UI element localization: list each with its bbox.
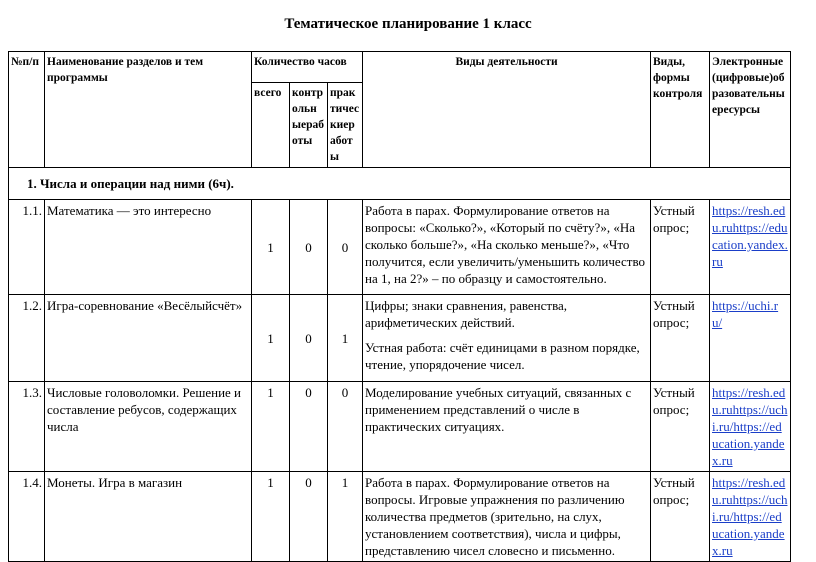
row-control: 0 xyxy=(290,382,328,472)
row-resource xyxy=(710,200,791,295)
row-name: Игра-соревнование «Весёлыйсчёт» xyxy=(45,295,252,382)
header-hours: Количество часов xyxy=(252,52,363,83)
row-name: Монеты. Игра в магазин xyxy=(45,472,252,562)
header-control-works: контрольныеработы xyxy=(290,83,328,168)
header-control-forms: Виды, формы контроля xyxy=(651,52,710,168)
header-practical-works: практическиеработы xyxy=(328,83,363,168)
header-row xyxy=(9,52,791,83)
row-practical: 1 xyxy=(328,472,363,562)
header-activities: Виды деятельности xyxy=(363,52,651,168)
page-title: Тематическое планирование 1 класс xyxy=(284,16,532,32)
row-resource xyxy=(710,472,791,562)
header-num: №п/п xyxy=(9,52,45,168)
row-num: 1.2. xyxy=(9,295,45,382)
header-resources: Электронные(цифровые)образовательныересурсы xyxy=(710,52,791,168)
row-form: Устный опрос; xyxy=(651,200,710,295)
row-total: 1 xyxy=(252,295,290,382)
table-row xyxy=(9,295,791,382)
row-name: Числовые головоломки. Решение и составление ребусов, содержащих числа xyxy=(45,382,252,472)
row-form: Устный опрос; xyxy=(651,472,710,562)
row-activity-text-2: Устная работа: счёт единицами в разном порядке, чтение, упорядочение чисел. xyxy=(365,340,640,372)
row-resource xyxy=(710,295,791,382)
row-total: 1 xyxy=(252,472,290,562)
resource-link[interactable]: https://uchi.ru/ xyxy=(712,298,779,330)
row-num: 1.4. xyxy=(9,472,45,562)
row-practical: 0 xyxy=(328,200,363,295)
resource-link[interactable]: https://resh.edu.ruhttps://uchi.ru/https://education.yandex.ru xyxy=(712,385,788,468)
header-name: Наименование разделов и тем программы xyxy=(45,52,252,168)
row-num: 1.3. xyxy=(9,382,45,472)
row-name: Математика — это интересно xyxy=(45,200,252,295)
section-row xyxy=(9,168,791,200)
row-activity: Моделирование учебных ситуаций, связанных с применением представлений о числе в практических ситуациях. xyxy=(363,382,651,472)
table-row xyxy=(9,472,791,562)
row-activity-text: Цифры; знаки сравнения, равенства, арифметических действий. xyxy=(365,298,568,330)
table-row xyxy=(9,200,791,295)
row-activity: Работа в парах. Формулирование ответов на вопросы. Игровые упражнения по различению количества предметов (зрительно, на слух, установлением соответствия), числа и цифры, представлению чисел словесно и письменно. xyxy=(363,472,651,562)
section-title: 1. Числа и операции над ними (6ч). xyxy=(9,168,791,200)
row-practical: 1 xyxy=(328,295,363,382)
row-control: 0 xyxy=(290,200,328,295)
resource-link[interactable]: https://resh.edu.ruhttps://uchi.ru/https://education.yandex.ru xyxy=(712,475,788,558)
row-num: 1.1. xyxy=(9,200,45,295)
row-activity: Работа в парах. Формулирование ответов на вопросы: «Сколько?», «Который по счёту?», «На сколько больше?», «На сколько меньше?», «Что получится, если увеличить/уменьшить количество на 1, на 2?» – по образцу и самостоятельно. xyxy=(363,200,651,295)
row-resource xyxy=(710,382,791,472)
table-row xyxy=(9,382,791,472)
row-control: 0 xyxy=(290,472,328,562)
row-control: 0 xyxy=(290,295,328,382)
planning-table xyxy=(8,51,791,562)
row-practical: 0 xyxy=(328,382,363,472)
row-form: Устный опрос; xyxy=(651,382,710,472)
header-total: всего xyxy=(252,83,290,168)
resource-link[interactable]: https://resh.edu.ruhttps://education.yandex.ru xyxy=(712,203,788,269)
row-form: Устный опрос; xyxy=(651,295,710,382)
row-activity xyxy=(363,295,651,382)
row-total: 1 xyxy=(252,382,290,472)
row-total: 1 xyxy=(252,200,290,295)
